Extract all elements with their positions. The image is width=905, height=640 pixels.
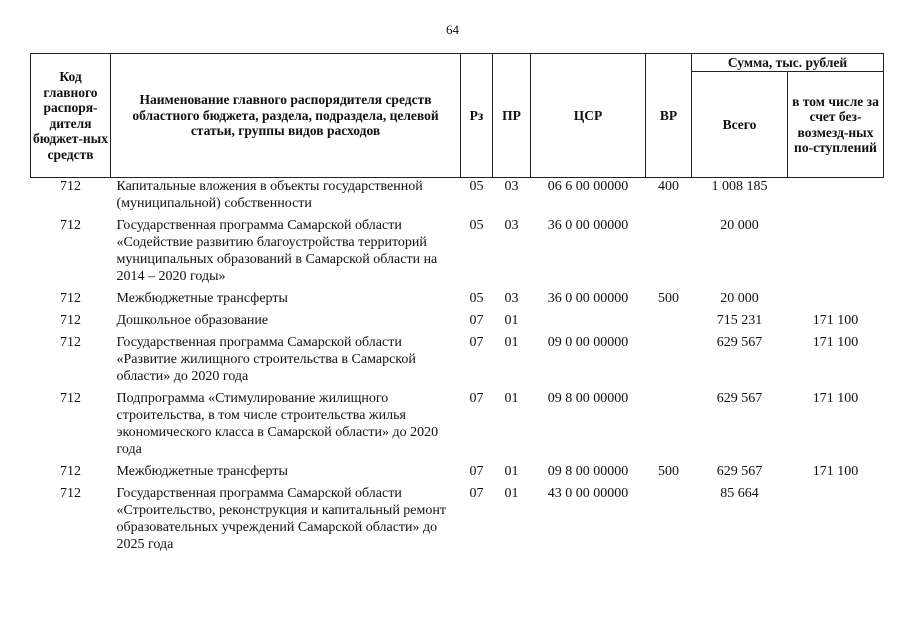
- row-name: Дошкольное образование: [116, 313, 269, 328]
- table-body: [31, 178, 884, 554]
- row-code: 712: [60, 335, 81, 350]
- row-gratuitous: [788, 290, 884, 307]
- row-pr: 03: [504, 218, 519, 233]
- row-pr: 01: [504, 391, 519, 406]
- row-vr: 400: [658, 179, 679, 194]
- row-name: Государственная программа Самарской области «Содействие развитию благоустройства территорий муниципальных образований в Самарской области на 2014 – 2020 годы»: [116, 218, 438, 284]
- row-gratuitous: 171 100: [812, 464, 859, 479]
- row-csr: 36 0 00 00000: [547, 291, 629, 306]
- row-code: 712: [60, 464, 81, 479]
- row-total: 20 000: [720, 291, 759, 306]
- row-gratuitous: [788, 217, 884, 285]
- row-vr: [646, 390, 692, 458]
- row-name: Государственная программа Самарской области «Развитие жилищного строительства в Самарской области» до 2020 года: [116, 335, 416, 384]
- row-name: Межбюджетные трансферты: [116, 291, 288, 306]
- row-code: 712: [60, 486, 81, 501]
- row-rz: 07: [469, 335, 484, 350]
- header-name: Наименование главного распорядителя средств областного бюджета, раздела, подраздела, целевой статьи, группы видов расходов: [111, 54, 461, 178]
- table-row: [31, 334, 884, 385]
- row-gratuitous: 171 100: [812, 335, 859, 350]
- row-pr: 03: [504, 291, 519, 306]
- header-code: Код главного распоря-дителя бюджет-ных средств: [31, 54, 111, 178]
- page-number: 64: [446, 22, 459, 37]
- row-code: 712: [60, 313, 81, 328]
- row-code: 712: [60, 291, 81, 306]
- row-gratuitous: 171 100: [812, 391, 859, 406]
- budget-table: [30, 53, 884, 553]
- header-csr: ЦСР: [531, 54, 646, 178]
- table-row: [31, 390, 884, 458]
- table-row: [31, 463, 884, 480]
- row-vr: [646, 485, 692, 553]
- row-name: Подпрограмма «Стимулирование жилищного строительства, в том числе строительства жилья экономического класса в Самарской области» до 2020 года: [116, 391, 439, 457]
- row-code: 712: [60, 391, 81, 406]
- row-total: 715 231: [716, 313, 763, 328]
- row-csr: 09 8 00 00000: [547, 464, 629, 479]
- row-rz: 07: [469, 391, 484, 406]
- row-name: Капитальные вложения в объекты государственной (муниципальной) собственности: [116, 179, 423, 211]
- row-pr: 01: [504, 313, 519, 328]
- row-gratuitous: [788, 178, 884, 213]
- header-vr: ВР: [646, 54, 692, 178]
- row-name: Межбюджетные трансферты: [116, 464, 288, 479]
- row-total: 85 664: [720, 486, 759, 501]
- table-row: [31, 312, 884, 329]
- row-csr: 43 0 00 00000: [547, 486, 629, 501]
- row-rz: 07: [469, 464, 484, 479]
- row-total: 1 008 185: [711, 179, 768, 194]
- header-total: Всего: [692, 72, 788, 178]
- row-code: 712: [60, 179, 81, 194]
- table-row: [31, 217, 884, 285]
- row-vr: [646, 312, 692, 329]
- row-rz: 07: [469, 486, 484, 501]
- row-csr: 36 0 00 00000: [547, 218, 629, 233]
- row-total: 20 000: [720, 218, 759, 233]
- row-vr: [646, 217, 692, 285]
- header-sum: Сумма, тыс. рублей: [692, 54, 884, 72]
- header-rz: Рз: [461, 54, 493, 178]
- row-csr: 09 0 00 00000: [547, 335, 629, 350]
- table-row: [31, 290, 884, 307]
- row-gratuitous: [788, 485, 884, 553]
- row-name: Государственная программа Самарской области «Строительство, реконструкция и капитальный ремонт образовательных учреждений Самарской области» до 2025 года: [116, 486, 446, 552]
- row-rz: 05: [469, 179, 484, 194]
- row-total: 629 567: [716, 391, 763, 406]
- table-header: [31, 54, 884, 178]
- table-row: [31, 178, 884, 213]
- header-pr: ПР: [493, 54, 531, 178]
- row-csr: 06 6 00 00000: [547, 179, 629, 194]
- row-total: 629 567: [716, 464, 763, 479]
- row-pr: 01: [504, 486, 519, 501]
- row-pr: 01: [504, 464, 519, 479]
- row-rz: 07: [469, 313, 484, 328]
- header-gratuitous: в том числе за счет без-возмезд-ных по-ступлений: [788, 72, 884, 178]
- row-total: 629 567: [716, 335, 763, 350]
- row-rz: 05: [469, 291, 484, 306]
- row-vr: 500: [658, 464, 679, 479]
- row-gratuitous: 171 100: [812, 313, 859, 328]
- row-vr: 500: [658, 291, 679, 306]
- row-rz: 05: [469, 218, 484, 233]
- row-pr: 03: [504, 179, 519, 194]
- row-vr: [646, 334, 692, 385]
- row-pr: 01: [504, 335, 519, 350]
- table-row: [31, 485, 884, 553]
- row-code: 712: [60, 218, 81, 233]
- row-csr: [531, 312, 646, 329]
- row-csr: 09 8 00 00000: [547, 391, 629, 406]
